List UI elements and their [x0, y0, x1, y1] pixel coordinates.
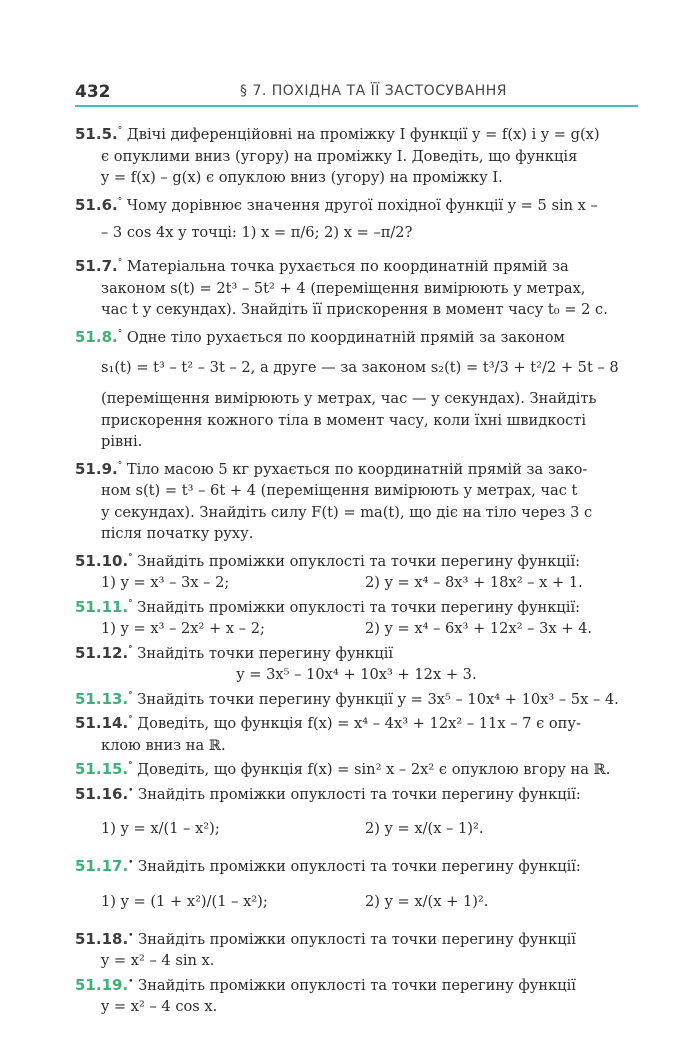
- subtask-2: 2) y = x⁴ – 8x³ + 18x² – x + 1.: [365, 574, 583, 591]
- problem-51-6: 51.6.° Чому дорівнює значення другої похідної функції y = 5 sin x – – 3 cos 4x у точці: 1) x = π/6; 2) x = –π/2?: [75, 195, 598, 241]
- subtask-2: 2) y = x/(x + 1)².: [365, 892, 489, 910]
- problem-number: 51.5.: [75, 125, 118, 143]
- subtask-1: 1) y = x³ – 2x² + x – 2;: [101, 620, 265, 637]
- problem-text: Знайдіть проміжки опуклості та точки перегину функції: [138, 930, 576, 948]
- problem-text: Знайдіть проміжки опуклості та точки перегину функції:: [138, 785, 581, 803]
- problem-51-7: 51.7.° Матеріальна точка рухається по координатній прямій за законом s(t) = 2t³ – 5t² + 4 (переміщення вимірюють у метрах, час t у секундах). Знайдіть її прискорення в момент часу t₀ = 2 с.: [75, 257, 608, 318]
- problem-text: Доведіть, що функція f(x) = x⁴ – 4x³ + 12x² – 11x – 7 є опу-: [137, 715, 581, 732]
- section-title: § 7. ПОХІДНА ТА ЇЇ ЗАСТОСУВАННЯ: [240, 83, 507, 99]
- problem-number: 51.8.: [75, 327, 118, 346]
- problem-number: 51.10.: [75, 551, 129, 570]
- problem-number: 51.13.: [75, 689, 129, 708]
- problem-number: 51.18.: [75, 929, 129, 948]
- problem-text: Тіло масою 5 кг рухається по координатній прямій за зако-: [126, 460, 588, 478]
- problem-number: 51.11.: [75, 597, 129, 616]
- problem-text: Знайдіть проміжки опуклості та точки перегину функції:: [137, 552, 581, 570]
- problem-51-9: 51.9.° Тіло масою 5 кг рухається по координатній прямій за зако- ном s(t) = t³ – 6t + 4 (переміщення вимірюють у метрах, час t у секундах). Знайдіть силу F(t) = ma(t), що діє на тіло через 3 с після початку руху.: [75, 459, 593, 542]
- problem-51-15: 51.15.° Доведіть, що функція f(x) = sin² x – 2x² є опуклою вгору на ℝ.: [75, 760, 611, 778]
- problem-number: 51.12.: [75, 643, 129, 662]
- problem-number: 51.16.: [75, 784, 129, 803]
- formula: y = 3x⁵ – 10x⁴ + 10x³ + 12x + 3.: [236, 666, 477, 683]
- problem-number: 51.6.: [75, 195, 118, 214]
- problem-51-8: 51.8.° Одне тіло рухається по координатній прямій за законом s₁(t) = t³ – t² – 3t – 2, а друге — за законом s₂(t) = t³/3 + t²/2 + 5t – 8 (переміщення вимірюють у метрах, час — у секундах). Знайдіть прискорення кожного тіла в момент часу, коли їхні швидкості рівні.: [75, 327, 619, 450]
- problem-51-12: 51.12.° Знайдіть точки перегину функції y = 3x⁵ – 10x⁴ + 10x³ + 12x + 3.: [75, 640, 638, 686]
- problem-text: Знайдіть проміжки опуклості та точки перегину функції:: [137, 598, 581, 616]
- problem-text: Одне тіло рухається по координатній прямій за законом: [126, 328, 565, 346]
- problem-text: Знайдіть проміжки опуклості та точки перегину функції: [138, 976, 576, 994]
- problem-number: 51.17.: [75, 857, 129, 875]
- subtask-2: 2) y = x⁴ – 6x³ + 12x² – 3x + 4.: [365, 620, 593, 637]
- problem-number: 51.15.: [75, 760, 129, 778]
- problem-51-18: 51.18.• Знайдіть проміжки опуклості та точки перегину функції y = x² – 4 sin x.: [75, 929, 576, 969]
- problem-text: Знайдіть точки перегину функції y = 3x⁵ – 10x⁴ + 10x³ – 5x – 4.: [137, 690, 619, 708]
- problem-51-16: 51.16.• Знайдіть проміжки опуклості та точки перегину функції: 1) y = x/(1 – x²); 2) y = x/(x – 1)².: [75, 781, 638, 854]
- problem-text: Знайдіть точки перегину функції: [137, 644, 394, 662]
- problem-number: 51.19.: [75, 975, 129, 994]
- problem-number: 51.9.: [75, 459, 118, 478]
- subtask-2: 2) y = x/(x – 1)².: [365, 820, 484, 838]
- subtask-1: 1) y = (1 + x²)/(1 – x²);: [101, 892, 268, 910]
- problem-text: Знайдіть проміжки опуклості та точки перегину функції:: [138, 858, 581, 875]
- problem-51-14: 51.14.° Доведіть, що функція f(x) = x⁴ – 4x³ + 12x² – 11x – 7 є опу- клою вниз на ℝ.: [75, 714, 581, 754]
- problem-51-5: 51.5.° Двічі диференційовні на проміжку I функції y = f(x) і y = g(x) є опуклими вниз (угору) на проміжку I. Доведіть, що функція y = f(x) – g(x) є опуклою вниз (угору) на проміжку I.: [75, 125, 600, 186]
- problem-51-19: 51.19.• Знайдіть проміжки опуклості та точки перегину функції y = x² – 4 cos x.: [75, 975, 576, 1015]
- subtask-1: 1) y = x³ – 3x – 2;: [101, 574, 230, 591]
- problem-list: [75, 121, 638, 1018]
- page-number: 432: [75, 82, 111, 102]
- page-header: [75, 80, 638, 106]
- problem-number: 51.7.: [75, 257, 118, 275]
- problem-text: Чому дорівнює значення другої похідної функції y = 5 sin x –: [126, 196, 598, 214]
- problem-51-13: 51.13.° Знайдіть точки перегину функції y = 3x⁵ – 10x⁴ + 10x³ – 5x – 4.: [75, 689, 619, 708]
- header-divider: [75, 105, 638, 107]
- problem-text: Матеріальна точка рухається по координатній прямій за: [126, 258, 569, 275]
- subtask-1: 1) y = x/(1 – x²);: [101, 820, 220, 838]
- problem-51-11: 51.11.° Знайдіть проміжки опуклості та точки перегину функції: 1) y = x³ – 2x² + x – 2; 2) y = x⁴ – 6x³ + 12x² – 3x + 4.: [75, 594, 638, 640]
- problem-51-17: 51.17.• Знайдіть проміжки опуклості та точки перегину функції: 1) y = (1 + x²)/(1 – x²); 2) y = x/(x + 1)².: [75, 853, 638, 926]
- problem-number: 51.14.: [75, 714, 129, 732]
- problem-51-10: 51.10.° Знайдіть проміжки опуклості та точки перегину функції: 1) y = x³ – 3x – 2; 2) y = x⁴ – 8x³ + 18x² – x + 1.: [75, 548, 638, 594]
- problem-text: Доведіть, що функція f(x) = sin² x – 2x² є опуклою вгору на ℝ.: [137, 761, 611, 778]
- problem-text: Двічі диференційовні на проміжку I функції y = f(x) і y = g(x): [126, 126, 600, 143]
